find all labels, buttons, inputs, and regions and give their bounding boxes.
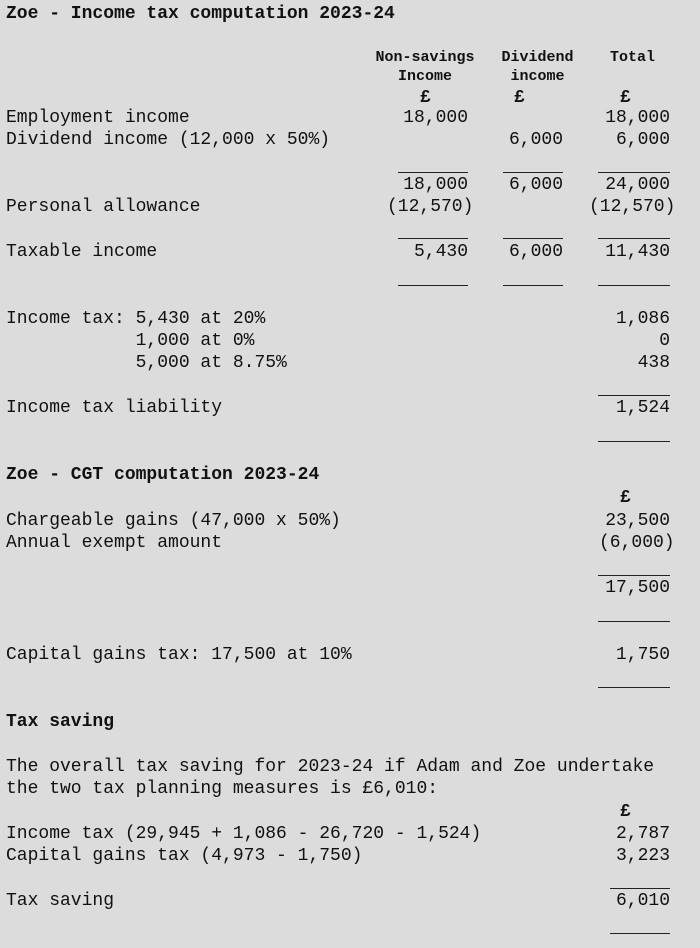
income-tax-liability-label: Income tax liability <box>6 398 223 418</box>
overline-rule <box>398 172 468 173</box>
overline-rule <box>503 172 563 173</box>
tax-saving-row-label: Capital gains tax (4,973 - 1,750) <box>6 846 363 866</box>
column-header-total: Total <box>609 49 655 66</box>
cgt-subtotal-amount: 17,500 <box>605 578 670 598</box>
underline-rule <box>610 933 670 934</box>
personal-allowance-non-savings-value: (12,570) <box>387 197 474 217</box>
tax-line-amount: 438 <box>637 353 670 373</box>
overline-rule <box>598 395 670 396</box>
cgt-tax-amount: 1,750 <box>615 645 670 665</box>
cgt-title: Zoe - CGT computation 2023-24 <box>6 465 320 485</box>
overline-rule <box>398 238 468 239</box>
overline-rule <box>598 238 670 239</box>
row-label-taxable-income: Taxable income <box>6 242 158 262</box>
tax-line-label: 5,000 at 8.75% <box>6 353 287 373</box>
tax-line-amount: 1,086 <box>615 309 670 329</box>
personal-allowance-total-value: (12,570) <box>589 197 676 217</box>
currency-symbol-total: £ <box>620 88 631 108</box>
taxable-dividend-value: 6,000 <box>508 242 563 262</box>
tax-saving-total-amount: 6,010 <box>615 891 670 911</box>
dividend-dividend-value: 6,000 <box>508 130 563 150</box>
subtotal-non-savings-value: 18,000 <box>403 175 468 195</box>
taxable-non-savings-value: 5,430 <box>413 242 468 262</box>
overline-rule <box>598 172 670 173</box>
column-header-dividend: Dividend income <box>501 49 574 85</box>
cgt-row-amount: 23,500 <box>605 511 670 531</box>
subtotal-total-value: 24,000 <box>605 175 670 195</box>
row-label-personal-allowance: Personal allowance <box>6 197 201 217</box>
cgt-currency-symbol: £ <box>620 488 631 508</box>
overline-rule <box>610 888 670 889</box>
tax-saving-total-label: Tax saving <box>6 891 115 911</box>
income-tax-liability-amount: 1,524 <box>615 398 670 418</box>
tax-line-label: 1,000 at 0% <box>6 331 255 351</box>
tax-saving-row-label: Income tax (29,945 + 1,086 - 26,720 - 1,524) <box>6 824 482 844</box>
cgt-row-label: Annual exempt amount <box>6 533 223 553</box>
underline-rule <box>398 285 468 286</box>
underline-rule <box>598 687 670 688</box>
underline-rule <box>598 621 670 622</box>
tax-saving-row-amount: 3,223 <box>615 846 670 866</box>
tax-line-label: Income tax: 5,430 at 20% <box>6 309 266 329</box>
tax-saving-intro-line-2: the two tax planning measures is £6,010: <box>6 779 439 799</box>
column-header-non-savings: Non-savings Income <box>375 49 475 85</box>
overline-rule <box>598 575 670 576</box>
taxable-total-value: 11,430 <box>605 242 670 262</box>
income-tax-title: Zoe - Income tax computation 2023-24 <box>6 4 395 24</box>
cgt-row-amount: (6,000) <box>599 533 675 553</box>
overline-rule <box>503 238 563 239</box>
tax-saving-row-amount: 2,787 <box>615 824 670 844</box>
dividend-total-value: 6,000 <box>615 130 670 150</box>
underline-rule <box>598 285 670 286</box>
row-label-employment-income: Employment income <box>6 108 190 128</box>
tax-saving-intro-line-1: The overall tax saving for 2023-24 if Adam and Zoe undertake <box>6 757 655 777</box>
employment-total-value: 18,000 <box>605 108 670 128</box>
underline-rule <box>503 285 563 286</box>
tax-line-amount: 0 <box>659 331 670 351</box>
cgt-row-label: Chargeable gains (47,000 x 50%) <box>6 511 341 531</box>
underline-rule <box>598 441 670 442</box>
employment-non-savings-value: 18,000 <box>403 108 468 128</box>
currency-symbol-non-savings: £ <box>420 88 431 108</box>
cgt-tax-label: Capital gains tax: 17,500 at 10% <box>6 645 352 665</box>
row-label-dividend-income: Dividend income (12,000 x 50%) <box>6 130 331 150</box>
currency-symbol-dividend: £ <box>514 88 525 108</box>
tax-saving-currency-symbol: £ <box>620 802 631 822</box>
tax-saving-title: Tax saving <box>6 712 115 732</box>
subtotal-dividend-value: 6,000 <box>508 175 563 195</box>
